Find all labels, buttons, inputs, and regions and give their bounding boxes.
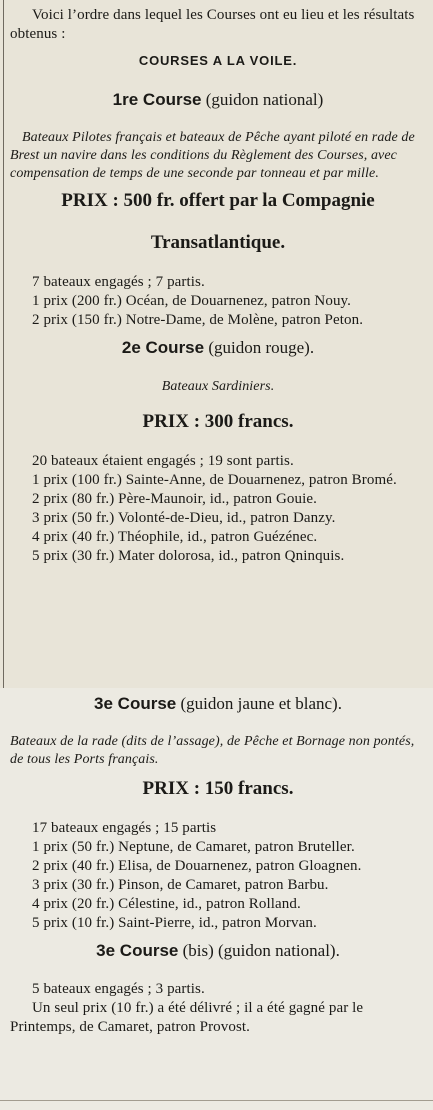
course-3-title <box>10 692 426 716</box>
course-3-result-4: 4 prix (20 fr.) Célestine, id., patron Rolland. <box>32 896 301 912</box>
course-3bis-title <box>10 939 426 963</box>
course-1-description: Bateaux Pilotes français et bateaux de Pêche ayant piloté en rade de Brest un navire dans les conditions du Règlement des Courses, avec compensation de temps de une seconde par tonneau et par mille. <box>10 130 415 181</box>
course-3-result-1: 1 prix (50 fr.) Neptune, de Camaret, patron Bruteller. <box>32 839 355 855</box>
text-column-lower <box>10 692 426 1037</box>
text-column <box>10 4 426 566</box>
course-3-note: (guidon jaune et blanc). <box>180 694 342 713</box>
course-3-engaged: 17 bateaux engagés ; 15 partis <box>32 820 217 836</box>
course-2-result-4: 4 prix (40 fr.) Théophile, id., patron Guézénec. <box>32 529 318 545</box>
course-1-note: (guidon national) <box>205 90 324 109</box>
intro-paragraph: Voici l’ordre dans lequel les Courses ont eu lieu et les résultats obtenus : <box>10 7 415 42</box>
course-2-prix: PRIX : 300 francs. <box>142 411 294 432</box>
course-3bis-engaged: 5 bateaux engagés ; 3 partis. <box>32 981 205 997</box>
course-2-number: 2e Course <box>121 338 205 357</box>
course-3bis-number: 3e Course <box>96 941 179 960</box>
course-1-result-1: 1 prix (200 fr.) Océan, de Douarnenez, patron Nouy. <box>32 293 352 309</box>
course-1-engaged: 7 bateaux engagés ; 7 partis. <box>32 274 205 290</box>
course-2-note: (guidon rouge). <box>208 338 315 357</box>
course-2-result-3: 3 prix (50 fr.) Volonté-de-Dieu, id., patron Danzy. <box>32 510 336 526</box>
course-1-prix-line2: Transatlantique. <box>150 232 286 253</box>
course-3-result-5: 5 prix (10 fr.) Saint-Pierre, id., patron Morvan. <box>32 915 317 931</box>
course-3-description: Bateaux de la rade (dits de l’assage), de Pêche et Bornage non pontés, de tous les Ports français. <box>10 734 415 767</box>
bottom-rule <box>0 1100 433 1101</box>
course-2-title <box>10 336 426 360</box>
course-1-title <box>10 88 426 112</box>
course-2-result-5: 5 prix (30 fr.) Mater dolorosa, id., patron Qninquis. <box>32 548 345 564</box>
course-2-description: Bateaux Sardiniers. <box>161 379 275 394</box>
course-3-prix: PRIX : 150 francs. <box>142 778 294 799</box>
course-3bis-note: (bis) (guidon national). <box>182 941 340 960</box>
course-3-number: 3e Course <box>94 694 177 713</box>
section-heading: COURSES A LA VOILE. <box>138 53 298 68</box>
course-2-engaged: 20 bateaux étaient engagés ; 19 sont partis. <box>32 453 294 469</box>
course-3bis-result: Un seul prix (10 fr.) a été délivré ; il a été gagné par le Printemps, de Camaret, patron Provost. <box>10 1000 364 1035</box>
course-2-result-1: 1 prix (100 fr.) Sainte-Anne, de Douarnenez, patron Bromé. <box>32 472 397 488</box>
course-2-result-2: 2 prix (80 fr.) Père-Maunoir, id., patron Gouie. <box>32 491 317 507</box>
course-1-prix-line1: PRIX : 500 fr. offert par la Compagnie <box>61 190 375 211</box>
course-1-result-2: 2 prix (150 fr.) Notre-Dame, de Molène, patron Peton. <box>32 312 364 328</box>
course-3-result-3: 3 prix (30 fr.) Pinson, de Camaret, patron Barbu. <box>32 877 329 893</box>
course-3-result-2: 2 prix (40 fr.) Elisa, de Douarnenez, patron Gloagnen. <box>32 858 362 874</box>
course-1-number: 1re Course <box>112 90 202 109</box>
